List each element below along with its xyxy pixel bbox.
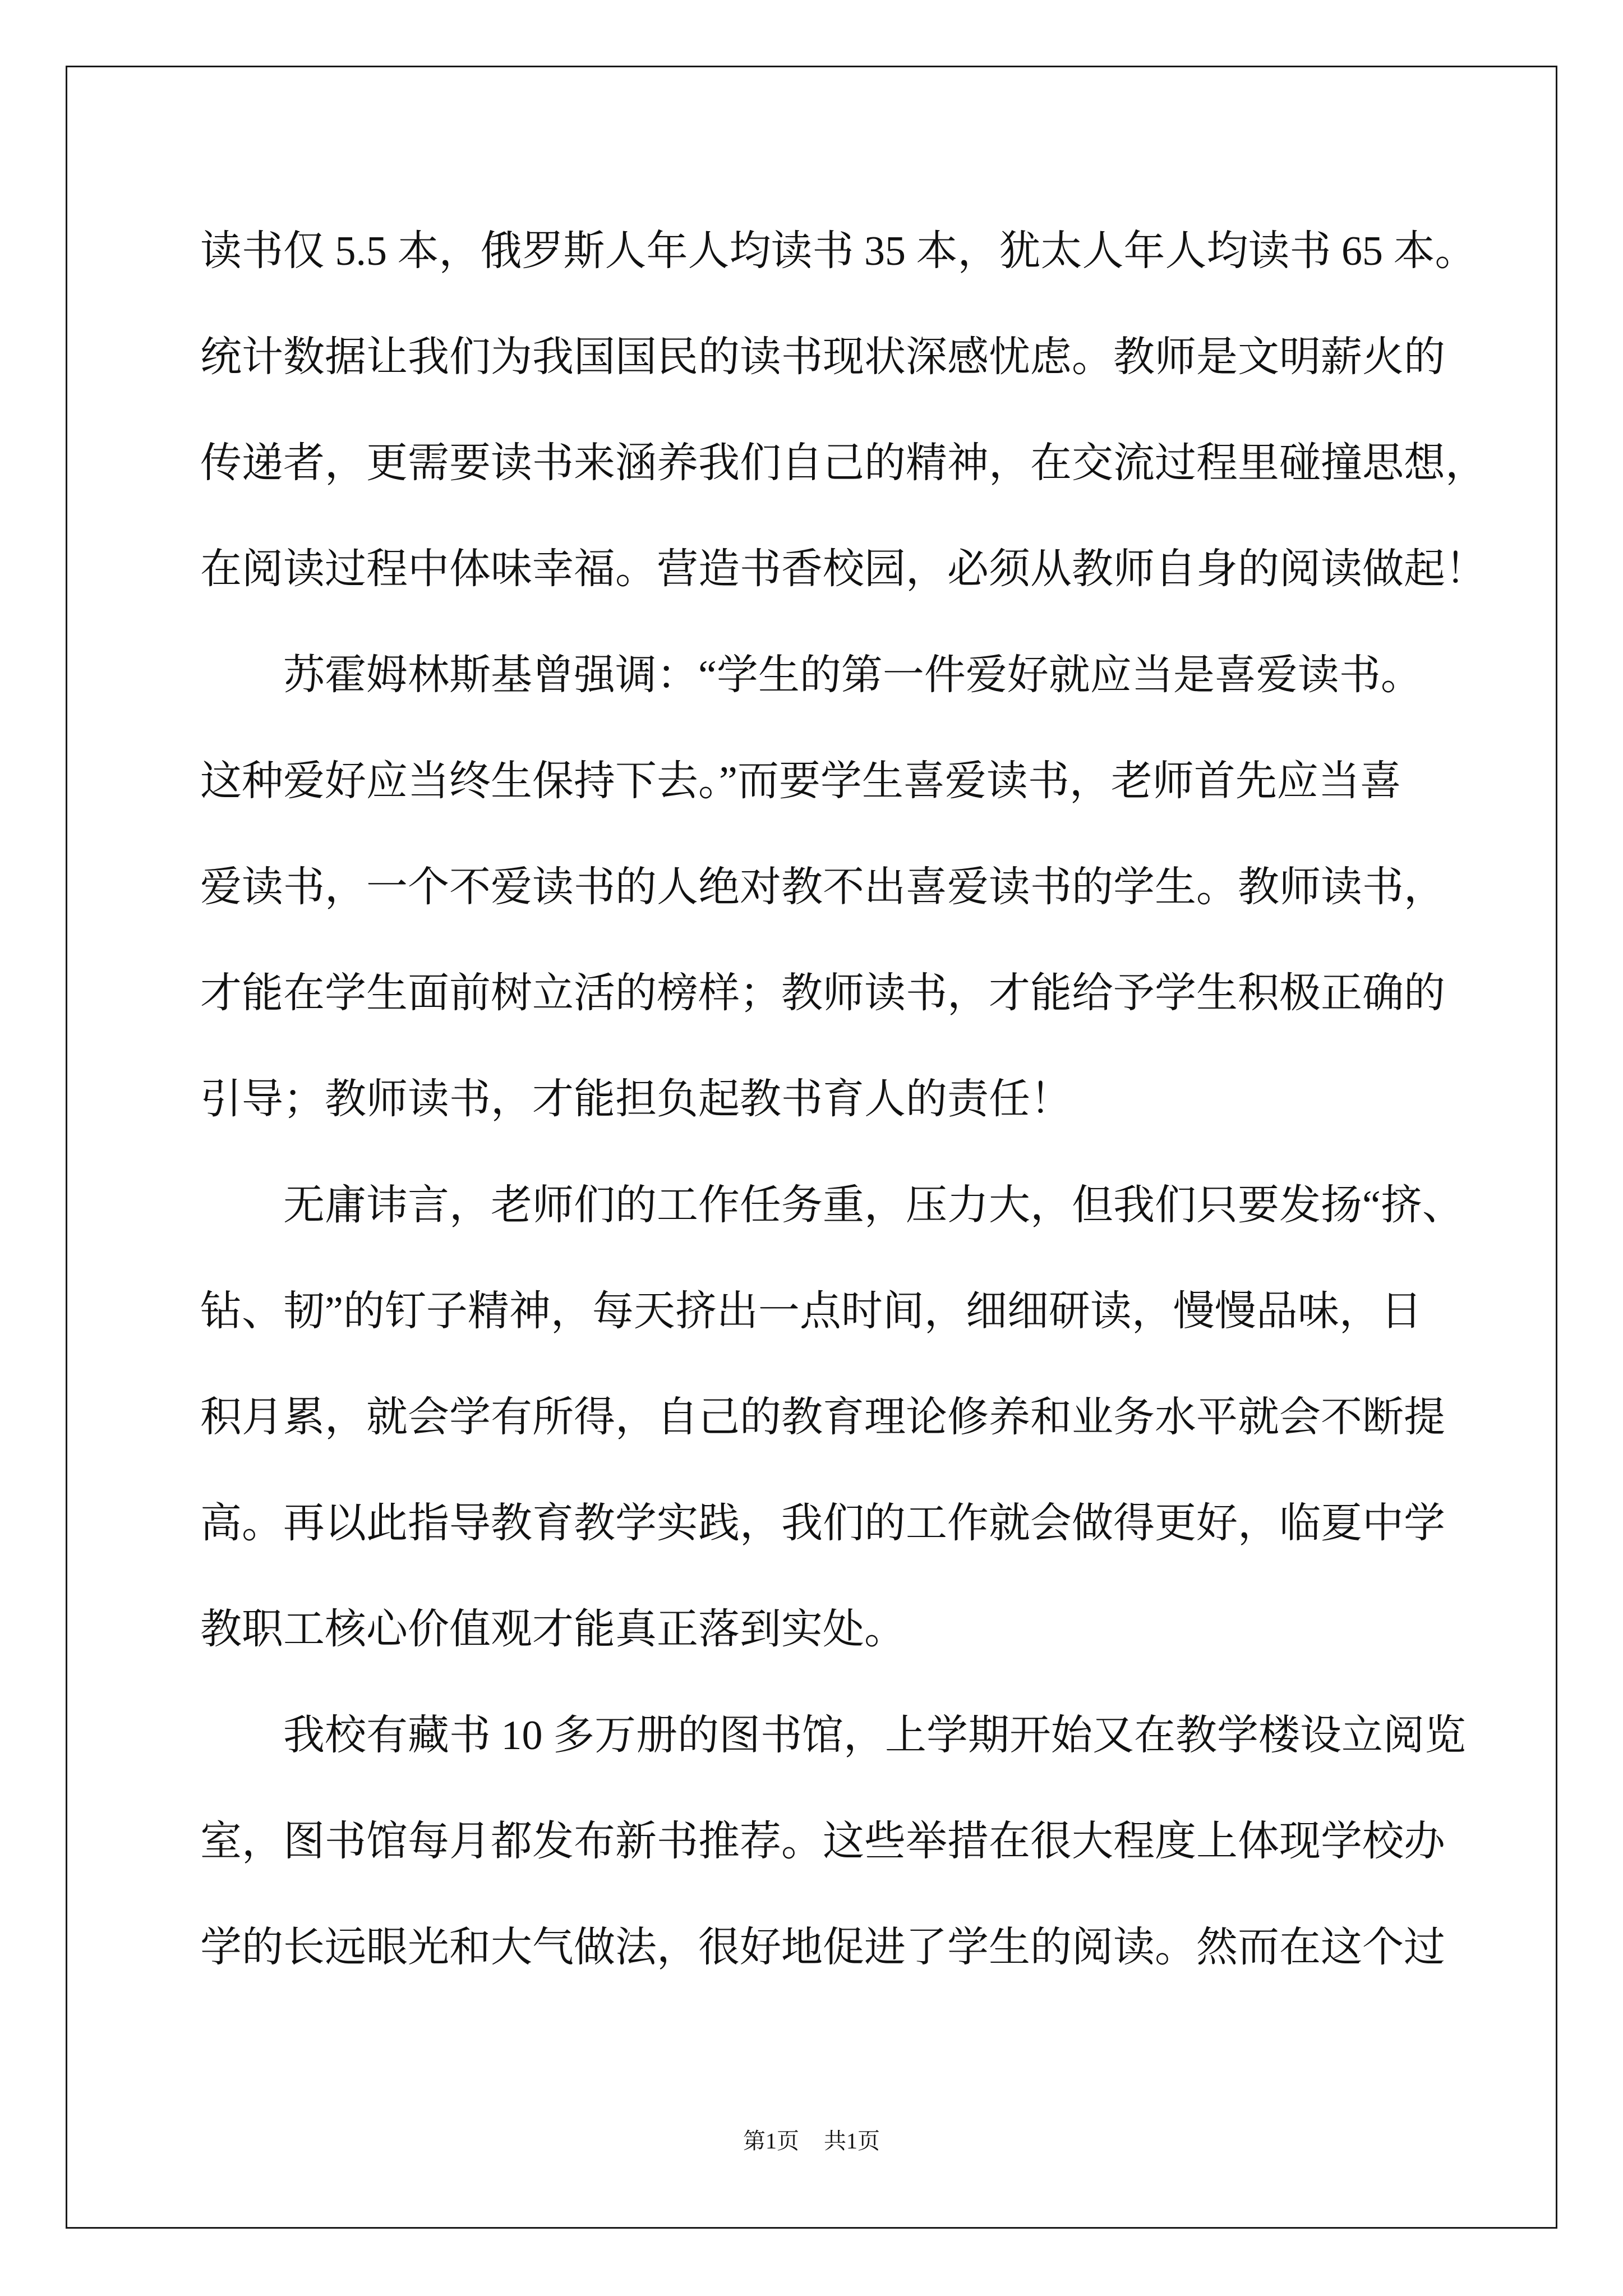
text-line: 钻、韧”的钉子精神，每天挤出一点时间，细细研读，慢慢品味，日: [200, 1289, 1422, 1335]
text-line: 统计数据让我们为我国国民的读书现状深感忧虑。教师是文明薪火的: [200, 334, 1445, 380]
text-line: 爱读书，一个不爱读书的人绝对教不出喜爱读书的学生。教师读书，: [200, 864, 1445, 910]
document-body: [200, 199, 1535, 2001]
text-line: 传递者，更需要读书来涵养我们自己的精神，在交流过程里碰撞思想，: [200, 440, 1487, 486]
text-line: 我校有藏书 10 多万册的图书馆，上学期开始又在教学楼设立阅览: [283, 1713, 1466, 1759]
text-line: 才能在学生面前树立活的榜样；教师读书，才能给予学生积极正确的: [200, 970, 1445, 1016]
page-total: 共1页: [824, 2128, 880, 2154]
text-line: 教职工核心价值观才能真正落到实处。: [200, 1607, 906, 1653]
text-line: 积月累，就会学有所得，自己的教育理论修养和业务水平就会不断提: [200, 1395, 1445, 1441]
text-line: 无庸讳言，老师们的工作任务重，压力大，但我们只要发扬“挤、: [283, 1182, 1464, 1228]
text-line: 读书仅 5.5 本，俄罗斯人年人均读书 35 本，犹太人年人均读书 65 本。: [200, 228, 1477, 274]
text-line: 学的长远眼光和大气做法，很好地促进了学生的阅读。然而在这个过: [200, 1925, 1445, 1971]
paragraph: [200, 199, 1535, 623]
paragraph: [200, 1683, 1535, 2001]
text-line: 这种爱好应当终生保持下去。”而要学生喜爱读书，老师首先应当喜: [200, 758, 1401, 804]
text-line: 在阅读过程中体味幸福。营造书香校园，必须从教师自身的阅读做起！: [200, 546, 1487, 592]
text-line: 苏霍姆林斯基曾强调：“学生的第一件爱好就应当是喜爱读书。: [283, 652, 1422, 698]
page-footer: [0, 2124, 1623, 2158]
page-number: 第1页: [743, 2128, 799, 2154]
text-line: 高。再以此指导教育教学实践，我们的工作就会做得更好，临夏中学: [200, 1501, 1445, 1547]
paragraph: [200, 623, 1535, 1153]
paragraph: [200, 1153, 1535, 1683]
text-line: 室，图书馆每月都发布新书推荐。这些举措在很大程度上体现学校办: [200, 1819, 1445, 1865]
text-line: 引导；教师读书，才能担负起教书育人的责任！: [200, 1076, 1072, 1122]
